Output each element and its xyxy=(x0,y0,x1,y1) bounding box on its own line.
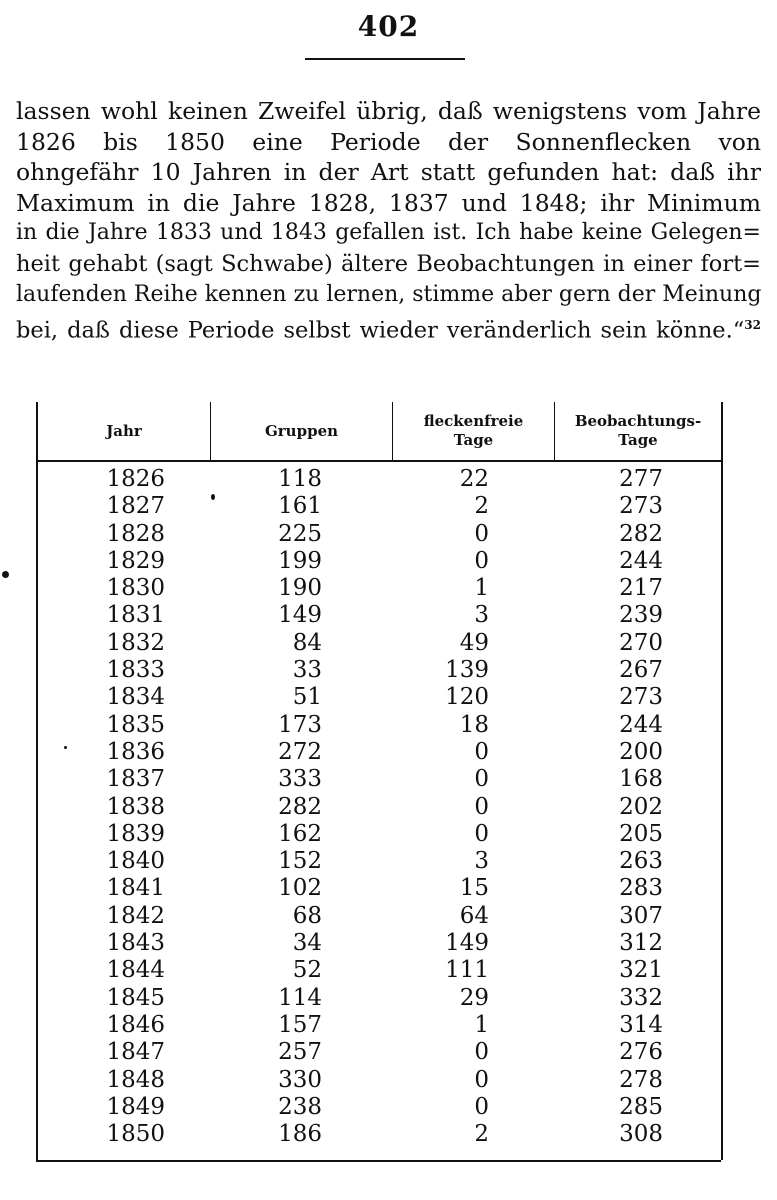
cell-groups: 84 xyxy=(292,629,322,656)
cell-year: 1847 xyxy=(106,1039,165,1066)
cell-spotless-days: 0 xyxy=(474,1093,489,1120)
cell-observation-days: 217 xyxy=(619,575,663,602)
cell-year: 1840 xyxy=(106,848,165,875)
cell-spotless-days: 29 xyxy=(459,984,489,1011)
table-row xyxy=(38,575,721,602)
paragraph-line: 1826 bis 1850 eine Periode der Sonnenflecken von xyxy=(16,127,761,156)
cell-year: 1834 xyxy=(106,684,165,711)
cell-spotless-days: 0 xyxy=(474,1066,489,1093)
footnote-reference: 32 xyxy=(744,318,761,333)
cell-year: 1845 xyxy=(106,984,165,1011)
cell-observation-days: 278 xyxy=(619,1066,663,1093)
cell-observation-days: 200 xyxy=(619,738,663,765)
cell-groups: 282 xyxy=(278,793,322,820)
cell-year: 1849 xyxy=(106,1093,165,1120)
cell-observation-days: 321 xyxy=(619,957,663,984)
cell-spotless-days: 1 xyxy=(474,575,489,602)
cell-year: 1837 xyxy=(106,766,165,793)
cell-spotless-days: 0 xyxy=(474,547,489,574)
header-observation-days xyxy=(554,402,721,460)
cell-groups: 51 xyxy=(292,684,322,711)
table-row xyxy=(38,875,721,902)
cell-year: 1831 xyxy=(106,602,165,629)
paragraph-line-text: bei, daß diese Periode selbst wieder veränderlich sein könne.“ xyxy=(16,317,745,344)
header-groups-label: Gruppen xyxy=(264,421,339,440)
cell-groups: 333 xyxy=(278,766,322,793)
paragraph-line: ohngefähr 10 Jahren in der Art statt gefunden hat: daß ihr xyxy=(16,158,761,187)
cell-spotless-days: 22 xyxy=(459,466,489,492)
cell-groups: 238 xyxy=(278,1093,322,1120)
table-row xyxy=(38,848,721,875)
cell-year: 1826 xyxy=(106,466,165,492)
cell-spotless-days: 0 xyxy=(474,738,489,765)
cell-year: 1836 xyxy=(106,738,165,765)
header-spotless-line2: Tage xyxy=(453,431,494,449)
table-row xyxy=(38,602,721,629)
table-row xyxy=(38,630,721,657)
header-observation-line1: Beobachtungs- xyxy=(574,412,702,430)
cell-spotless-days: 49 xyxy=(459,629,489,656)
cell-groups: 225 xyxy=(278,520,322,547)
paragraph-line: lassen wohl keinen Zweifel übrig, daß wenigstens vom Jahre xyxy=(16,97,761,125)
cell-groups: 52 xyxy=(292,957,322,984)
cell-groups: 186 xyxy=(278,1121,322,1148)
cell-year: 1846 xyxy=(106,1011,165,1038)
sunspot-table xyxy=(36,402,723,1160)
table-row xyxy=(38,548,721,575)
table-row xyxy=(38,1067,721,1094)
cell-year: 1842 xyxy=(106,902,165,929)
header-spotless-days xyxy=(392,402,554,460)
paragraph-line-last xyxy=(16,310,761,346)
cell-spotless-days: 64 xyxy=(459,902,489,929)
cell-groups: 173 xyxy=(278,711,322,738)
cell-observation-days: 332 xyxy=(619,984,663,1011)
cell-observation-days: 267 xyxy=(619,657,663,684)
cell-spotless-days: 2 xyxy=(474,1121,489,1148)
cell-observation-days: 273 xyxy=(619,493,663,520)
cell-observation-days: 263 xyxy=(619,848,663,875)
table-row xyxy=(38,930,721,957)
cell-groups: 68 xyxy=(292,902,322,929)
paragraph-line: heit gehabt (sagt Schwabe) ältere Beobachtungen in einer fort= xyxy=(16,250,761,277)
cell-year: 1835 xyxy=(106,711,165,738)
print-speck xyxy=(2,571,9,578)
cell-groups: 152 xyxy=(278,848,322,875)
table-row xyxy=(38,466,721,493)
cell-spotless-days: 2 xyxy=(474,493,489,520)
cell-spotless-days: 0 xyxy=(474,520,489,547)
cell-year: 1830 xyxy=(106,575,165,602)
header-observation-line2: Tage xyxy=(618,431,658,449)
table-row xyxy=(38,739,721,766)
table-row xyxy=(38,684,721,711)
cell-observation-days: 168 xyxy=(619,766,663,793)
table-row xyxy=(38,1039,721,1066)
cell-year: 1828 xyxy=(106,520,165,547)
cell-observation-days: 307 xyxy=(619,902,663,929)
cell-groups: 199 xyxy=(278,547,322,574)
paragraph-line: Maximum in die Jahre 1828, 1837 und 1848; ihr Minimum xyxy=(16,188,761,217)
cell-spotless-days: 15 xyxy=(459,875,489,902)
cell-spotless-days: 111 xyxy=(445,957,489,984)
cell-observation-days: 273 xyxy=(619,684,663,711)
cell-observation-days: 283 xyxy=(619,875,663,902)
cell-observation-days: 276 xyxy=(619,1039,663,1066)
cell-groups: 330 xyxy=(278,1066,322,1093)
cell-observation-days: 244 xyxy=(619,711,663,738)
table-row xyxy=(38,1012,721,1039)
cell-spotless-days: 149 xyxy=(445,930,489,957)
table-row xyxy=(38,712,721,739)
cell-year: 1829 xyxy=(106,547,165,574)
table-row xyxy=(38,985,721,1012)
cell-groups: 114 xyxy=(278,984,322,1011)
cell-groups: 157 xyxy=(278,1011,322,1038)
cell-year: 1841 xyxy=(106,875,165,902)
table-row xyxy=(38,957,721,984)
cell-observation-days: 270 xyxy=(619,629,663,656)
cell-observation-days: 202 xyxy=(619,793,663,820)
cell-year: 1850 xyxy=(106,1121,165,1148)
cell-groups: 33 xyxy=(292,657,322,684)
cell-groups: 257 xyxy=(278,1039,322,1066)
cell-spotless-days: 0 xyxy=(474,1039,489,1066)
table-header xyxy=(38,402,721,462)
table-row xyxy=(38,657,721,684)
header-year xyxy=(38,402,210,460)
print-speck xyxy=(64,746,67,749)
cell-groups: 102 xyxy=(278,875,322,902)
cell-year: 1843 xyxy=(106,930,165,957)
cell-spotless-days: 0 xyxy=(474,820,489,847)
paragraph-line: laufenden Reihe kennen zu lernen, stimme aber gern der Meinung xyxy=(16,281,762,307)
cell-groups: 118 xyxy=(278,466,322,492)
table-bottom-rule xyxy=(36,1160,721,1162)
cell-groups: 34 xyxy=(292,930,322,957)
cell-observation-days: 282 xyxy=(619,520,663,547)
table-row xyxy=(38,766,721,793)
cell-observation-days: 312 xyxy=(619,930,663,957)
cell-spotless-days: 120 xyxy=(445,684,489,711)
cell-observation-days: 244 xyxy=(619,547,663,574)
cell-groups: 149 xyxy=(278,602,322,629)
cell-year: 1827 xyxy=(106,493,165,520)
header-rule xyxy=(305,58,465,60)
table-row xyxy=(38,821,721,848)
table-row xyxy=(38,903,721,930)
cell-spotless-days: 0 xyxy=(474,766,489,793)
table-body xyxy=(38,466,721,1148)
print-speck xyxy=(211,494,215,500)
table-row xyxy=(38,794,721,821)
body-paragraph xyxy=(16,96,761,346)
cell-spotless-days: 3 xyxy=(474,848,489,875)
cell-year: 1832 xyxy=(106,629,165,656)
cell-observation-days: 239 xyxy=(619,602,663,629)
cell-year: 1833 xyxy=(106,657,165,684)
cell-year: 1848 xyxy=(106,1066,165,1093)
cell-groups: 161 xyxy=(278,493,322,520)
cell-observation-days: 277 xyxy=(619,466,663,492)
cell-observation-days: 205 xyxy=(619,820,663,847)
cell-groups: 272 xyxy=(278,738,322,765)
cell-year: 1839 xyxy=(106,820,165,847)
cell-spotless-days: 139 xyxy=(445,657,489,684)
cell-spotless-days: 1 xyxy=(474,1011,489,1038)
cell-observation-days: 285 xyxy=(619,1093,663,1120)
table-row xyxy=(38,1121,721,1148)
paragraph-line: in die Jahre 1833 und 1843 gefallen ist. Ich habe keine Gelegen= xyxy=(16,220,761,246)
header-spotless-line1: fleckenfreie xyxy=(423,412,524,430)
page-number: 402 xyxy=(357,10,420,43)
header-groups xyxy=(210,402,392,460)
header-year-label: Jahr xyxy=(106,421,142,440)
cell-spotless-days: 3 xyxy=(474,602,489,629)
cell-year: 1838 xyxy=(106,793,165,820)
cell-spotless-days: 18 xyxy=(459,711,489,738)
table-row xyxy=(38,1094,721,1121)
cell-observation-days: 314 xyxy=(619,1011,663,1038)
table-row xyxy=(38,493,721,520)
cell-year: 1844 xyxy=(106,957,165,984)
table-row xyxy=(38,521,721,548)
cell-groups: 190 xyxy=(278,575,322,602)
cell-groups: 162 xyxy=(278,820,322,847)
cell-observation-days: 308 xyxy=(619,1121,663,1148)
cell-spotless-days: 0 xyxy=(474,793,489,820)
